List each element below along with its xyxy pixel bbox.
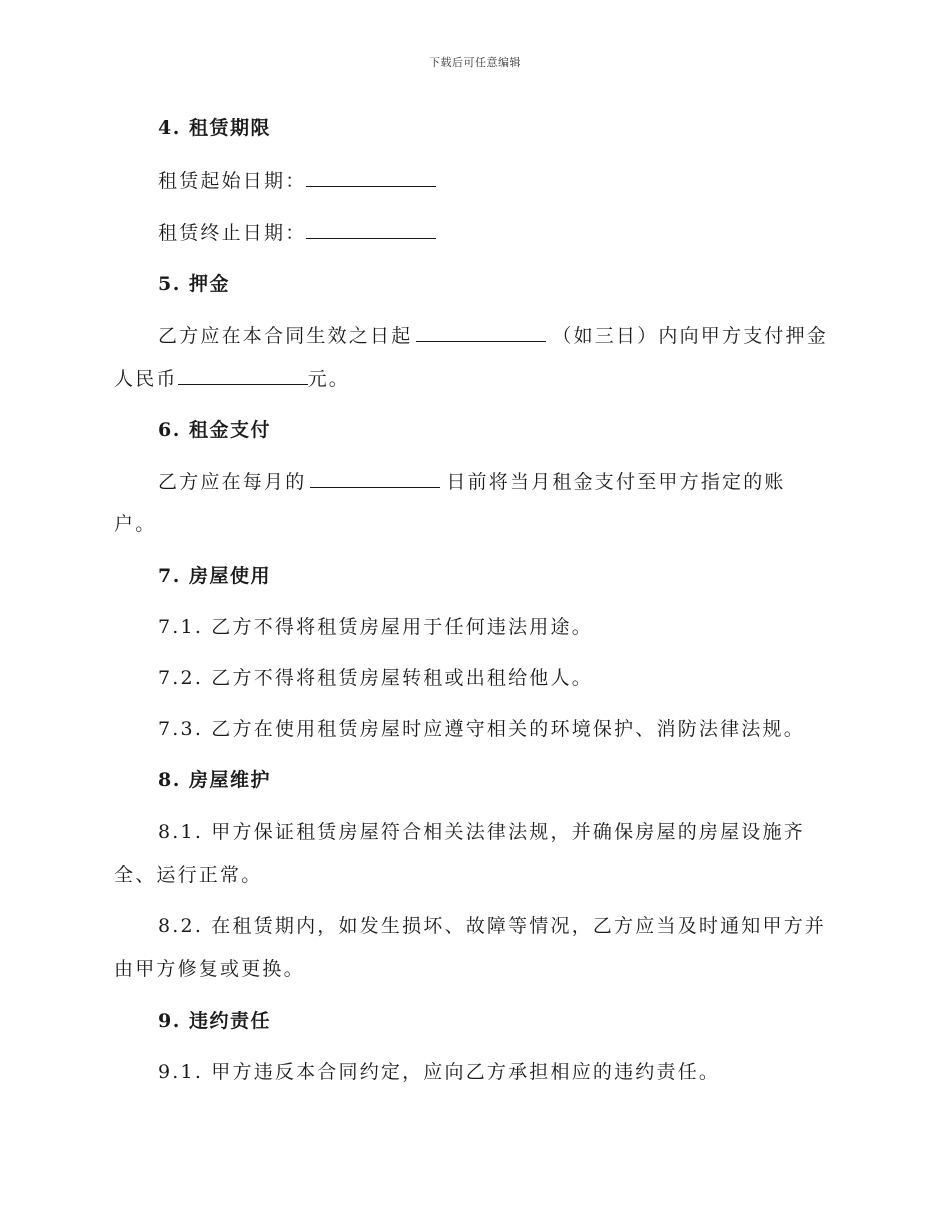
lease-start-date-blank [306, 168, 436, 187]
rent-text-a: 乙方应在每月的 [158, 471, 307, 493]
section-8-heading: 8. 房屋维护 [158, 769, 271, 791]
deposit-text-b: （如三日）内向甲方支付押金 [552, 325, 829, 347]
maintenance-item-8-2-line-1: 8.2. 在租赁期内，如发生损坏、故障等情况，乙方应当及时通知甲方并 [158, 915, 827, 937]
usage-item-7-1: 7.1. 乙方不得将租赁房屋用于任何违法用途。 [158, 616, 593, 638]
deposit-text-a: 乙方应在本合同生效之日起 [158, 325, 413, 347]
rent-text-b: 日前将当月租金支付至甲方指定的账 [446, 471, 786, 493]
deposit-paragraph-line-1 [158, 323, 828, 348]
rent-day-blank [310, 469, 440, 488]
section-4-heading: 4. 租赁期限 [158, 117, 271, 139]
section-7-heading: 7. 房屋使用 [158, 565, 271, 587]
deposit-amount-blank [178, 366, 308, 385]
maintenance-item-8-2-line-2: 由甲方修复或更换。 [114, 958, 305, 980]
lease-start-date-row [158, 168, 436, 193]
section-9-heading: 9. 违约责任 [158, 1010, 271, 1032]
breach-item-9-1: 9.1. 甲方违反本合同约定，应向乙方承担相应的违约责任。 [158, 1061, 721, 1083]
rent-payment-line-1 [158, 469, 786, 494]
rent-payment-line-2: 户。 [114, 513, 157, 535]
maintenance-item-8-1-line-1: 8.1. 甲方保证租赁房屋符合相关法律法规，并确保房屋的房屋设施齐 [158, 821, 805, 843]
deposit-days-blank [416, 323, 546, 342]
usage-item-7-2: 7.2. 乙方不得将租赁房屋转租或出租给他人。 [158, 667, 593, 689]
deposit-unit: 元。 [307, 368, 351, 390]
usage-item-7-3: 7.3. 乙方在使用租赁房屋时应遵守相关的环境保护、消防法律法规。 [158, 718, 805, 740]
page-header: 下载后可任意编辑 [429, 56, 521, 69]
section-5-heading: 5. 押金 [158, 273, 230, 295]
lease-start-date-label: 租赁起始日期： [158, 170, 307, 192]
deposit-paragraph-line-2 [114, 366, 350, 391]
lease-end-date-label: 租赁终止日期： [158, 222, 307, 244]
lease-end-date-row [158, 220, 436, 245]
section-6-heading: 6. 租金支付 [158, 419, 271, 441]
lease-end-date-blank [306, 220, 436, 239]
deposit-currency-label: 人民币 [114, 368, 178, 390]
maintenance-item-8-1-line-2: 全、运行正常。 [114, 864, 263, 886]
